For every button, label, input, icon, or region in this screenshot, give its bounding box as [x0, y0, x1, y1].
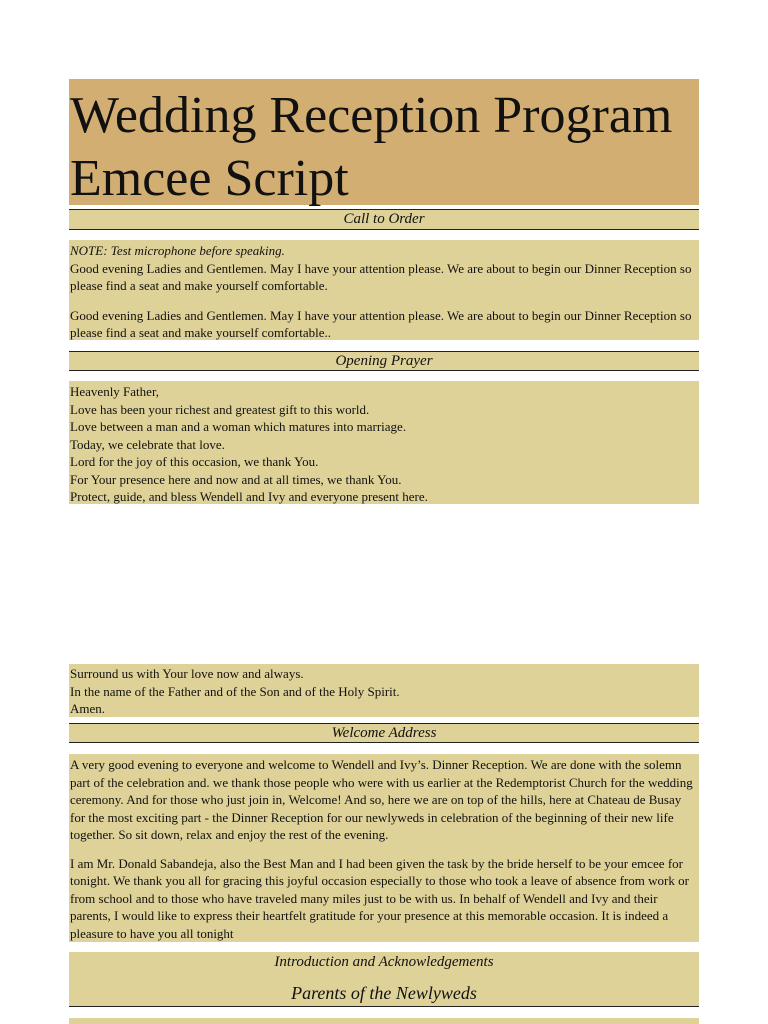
- heading-call-to-order: Call to Order: [69, 209, 699, 230]
- prayer-line: For Your presence here and now and at all times, we thank You.: [70, 471, 402, 487]
- call-to-order-text: [69, 240, 699, 340]
- prayer-line: Love has been your richest and greatest gift to this world.: [70, 401, 370, 417]
- next-section-strip: [69, 1018, 699, 1024]
- welcome-address-text: [69, 754, 699, 942]
- introduction-heading-block: [69, 952, 699, 1007]
- prayer-line: Protect, guide, and bless Wendell and Ivy and everyone present here.: [70, 489, 428, 504]
- welcome-paragraph-1: A very good evening to everyone and welcome to Wendell and Ivy’s. Dinner Reception. We are done with the solemn part of the celebration and. we thank those people who were with us earlier at the Redemptorist Church for the wedding ceremony. And for those who just join in, Welcome! And so, here we are on top of the hills, here at Chateau de Busay for the most exciting part - the Dinner Reception for our newlyweds in celebration of the beginning of their new life together. So sit down, relax and enjoy the rest of the evening.: [70, 757, 693, 842]
- prayer-line: Lord for the joy of this occasion, we thank You.: [70, 454, 319, 469]
- prayer-line: In the name of the Father and of the Son and of the Holy Spirit.: [70, 683, 400, 699]
- heading-introduction: Introduction and Acknowledgements: [274, 954, 494, 970]
- opening-prayer-continued: [69, 664, 699, 717]
- prayer-line: Amen.: [70, 701, 106, 716]
- prayer-line: Love between a man and a woman which matures into marriage.: [70, 419, 407, 434]
- call-to-order-paragraph-2: Good evening Ladies and Gentlemen. May I have your attention please. We are about to begin our Dinner Reception so please find a seat and make yourself comfortable..: [70, 307, 692, 340]
- prayer-line: Heavenly Father,: [70, 384, 160, 399]
- welcome-paragraph-2: I am Mr. Donald Sabandeja, also the Best Man and I had been given the task by the bride herself to be your emcee for tonight. We thank you all for gracing this joyful occasion especially to those who took a leave of absence from work or from school and to those who have traveled many miles just to be with us. In behalf of Wendell and Ivy and their parents, I would like to express their heartfelt gratitude for your presence at this memorable occasion. It is indeed a pleasure to have you all tonight: [70, 855, 689, 941]
- subheading-parents: Parents of the Newlyweds: [291, 983, 477, 1003]
- document-title-line-1: Wedding Reception Program: [70, 87, 673, 144]
- call-to-order-paragraph-1: Good evening Ladies and Gentlemen. May I have your attention please. We are about to begin our Dinner Reception so please find a seat and make yourself comfortable.: [70, 260, 692, 293]
- document-title-line-2: Emcee Script: [70, 150, 349, 207]
- prayer-line: Today, we celebrate that love.: [70, 436, 225, 452]
- opening-prayer-text: [69, 381, 699, 504]
- heading-welcome-address: Welcome Address: [69, 723, 699, 743]
- microphone-note: NOTE: Test microphone before speaking.: [70, 243, 285, 258]
- title-banner: [69, 79, 699, 205]
- heading-opening-prayer: Opening Prayer: [69, 351, 699, 371]
- prayer-line: Surround us with Your love now and always.: [70, 666, 304, 681]
